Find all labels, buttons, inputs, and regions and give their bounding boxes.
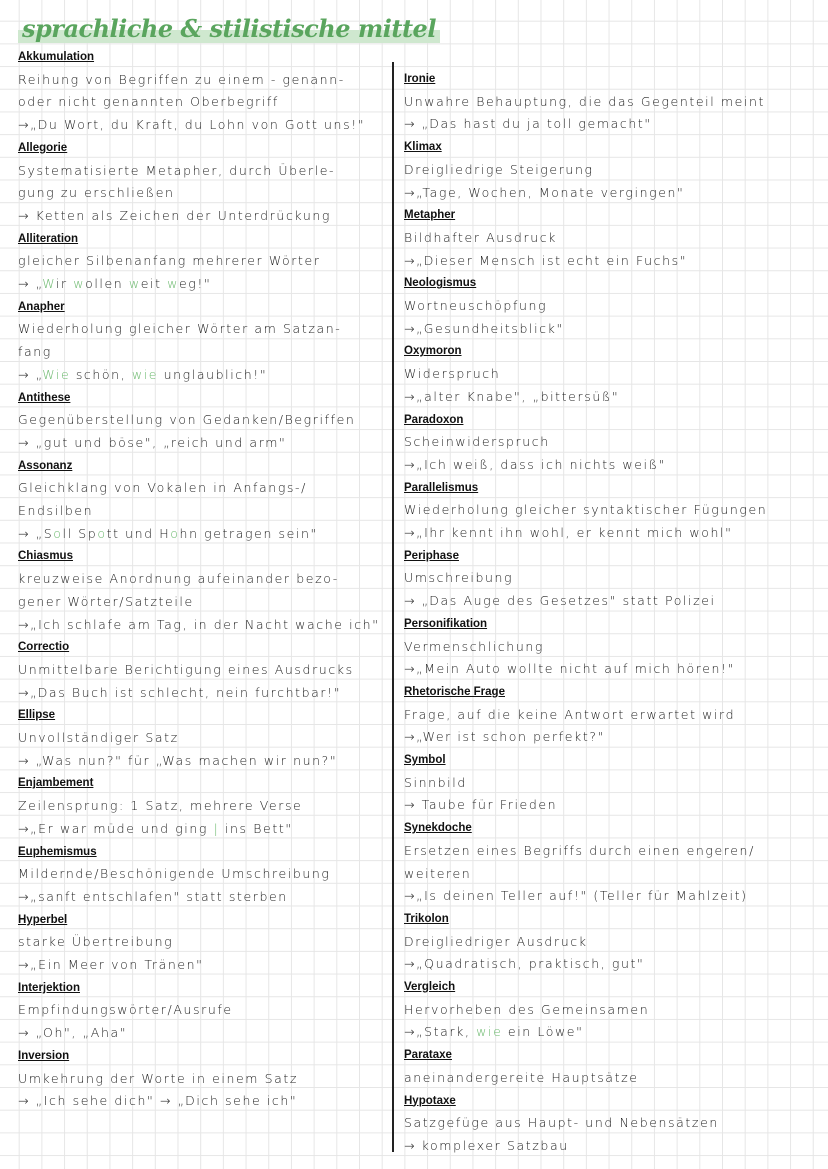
- text-segment: Sinnbild: [404, 774, 467, 790]
- highlighted-text: o: [170, 525, 180, 541]
- term-heading: Trikolon: [404, 912, 449, 925]
- text-segment: Umkehrung der Worte in einem Satz: [18, 1070, 299, 1086]
- example-line: [404, 794, 557, 817]
- text-segment: eg!": [178, 276, 212, 291]
- text-segment: Bildhafter Ausdruck: [404, 229, 558, 245]
- text-segment: aneinandergereite Hauptsätze: [404, 1069, 639, 1085]
- text-segment: → „: [18, 366, 43, 382]
- definition-line: [404, 159, 594, 182]
- term-heading: Enjambement: [18, 777, 94, 790]
- highlighted-text: w: [73, 276, 86, 291]
- term-heading: Paradoxon: [404, 413, 464, 426]
- text-segment: ll Sp: [62, 525, 98, 541]
- definition-line: [18, 91, 279, 114]
- column-divider: [392, 62, 394, 1152]
- term-heading: Periphase: [404, 549, 459, 562]
- text-segment: →„Quadratisch, praktisch, gut": [404, 956, 645, 972]
- text-segment: tt und H: [106, 525, 171, 541]
- example-line: [18, 886, 288, 909]
- example-line: [18, 114, 365, 137]
- definition-line: [404, 636, 544, 659]
- term-heading: Antithese: [18, 391, 71, 404]
- text-segment: Vermenschlichung: [404, 638, 544, 654]
- example-line: [404, 1021, 583, 1044]
- example-line: [18, 523, 318, 546]
- text-segment: Ersetzen eines Begriffs durch einen engeren/: [404, 842, 755, 858]
- term-heading: Inversion: [18, 1049, 70, 1062]
- definition-line: [18, 341, 52, 364]
- text-segment: →„Gesundheitsblick": [404, 320, 564, 336]
- text-segment: Mildernde/Beschönigende Umschreibung: [18, 866, 331, 882]
- term-heading: Correctio: [18, 641, 70, 654]
- text-segment: →„Ich schlafe am Tag, in der Nacht wache ich": [18, 616, 380, 632]
- example-line: [18, 273, 211, 296]
- text-segment: Satzgefüge aus Haupt- und Nebensätzen: [404, 1115, 719, 1131]
- term-heading: Neologismus: [404, 277, 477, 290]
- example-line: [404, 885, 748, 908]
- text-segment: Gleichklang von Vokalen in Anfangs-/: [18, 480, 307, 496]
- definition-line: [404, 1112, 719, 1135]
- definition-line: [404, 363, 500, 386]
- text-segment: Unwahre Behauptung, die das Gegenteil meint: [404, 93, 766, 109]
- text-segment: →„Du Wort, du Kraft, du Lohn von Gott uns!": [18, 117, 366, 133]
- text-segment: gleicher Silbenanfang mehrerer Wörter: [18, 253, 321, 269]
- example-line: [18, 682, 341, 705]
- text-segment: oder nicht genannten Oberbegriff: [18, 94, 279, 110]
- text-segment: Gegenüberstellung von Gedanken/Begriffen: [18, 412, 356, 428]
- page-title: sprachliche & stilistische mittel: [18, 14, 440, 43]
- text-segment: →„Stark,: [404, 1024, 477, 1040]
- example-line: [18, 364, 267, 387]
- text-segment: → komplexer Satzbau: [404, 1137, 569, 1153]
- definition-line: [18, 250, 321, 273]
- term-heading: Parallelismus: [404, 481, 479, 494]
- example-line: [404, 182, 684, 205]
- text-segment: → „Das hast du ja toll gemacht": [404, 116, 652, 132]
- text-segment: →„Ich weiß, dass ich nichts weiß": [404, 456, 666, 472]
- example-line: [18, 432, 286, 455]
- term-heading: Euphemismus: [18, 845, 97, 858]
- text-segment: Empfindungswörter/Ausrufe: [18, 1002, 233, 1018]
- example-line: [404, 454, 666, 477]
- text-segment: → „Was nun?" für „Was machen wir nun?": [18, 752, 338, 768]
- text-segment: Zeilensprung: 1 Satz, mehrere Verse: [18, 798, 303, 814]
- text-segment: → „Oh", „Aha": [18, 1025, 128, 1041]
- term-heading: Metapher: [404, 209, 456, 222]
- example-line: [18, 614, 380, 637]
- example-line: [404, 658, 735, 681]
- example-line: [18, 954, 204, 977]
- text-segment: eit: [140, 276, 168, 291]
- definition-line: [18, 160, 335, 183]
- text-segment: → „Ich sehe dich" → „Dich sehe ich": [18, 1093, 298, 1109]
- highlighted-text: W: [42, 276, 56, 291]
- term-heading: Klimax: [404, 141, 442, 154]
- term-heading: Parataxe: [404, 1049, 452, 1062]
- term-heading: Hyperbel: [18, 913, 68, 926]
- example-line: [404, 113, 652, 136]
- text-segment: →„Ihr kennt ihn wohl, er kennt mich wohl": [404, 525, 733, 540]
- text-segment: hn getragen sein": [179, 525, 318, 541]
- term-heading: Hypotaxe: [404, 1094, 456, 1107]
- text-segment: Wortneuschöpfung: [404, 298, 548, 313]
- definition-line: [18, 318, 341, 341]
- text-segment: →„alter Knabe", „bittersüß": [404, 388, 620, 404]
- text-segment: gung zu erschließen: [18, 185, 175, 201]
- definition-line: [18, 69, 345, 92]
- definition-line: [18, 1068, 298, 1091]
- example-line: [18, 1022, 127, 1045]
- term-heading: Rhetorische Frage: [404, 685, 505, 698]
- text-segment: gener Wörter/Satzteile: [18, 593, 194, 609]
- text-segment: Unvollständiger Satz: [18, 730, 179, 745]
- example-line: [18, 1090, 297, 1113]
- definition-line: [404, 840, 755, 863]
- text-segment: starke Übertreibung: [18, 934, 174, 950]
- definition-line: [404, 772, 467, 795]
- text-segment: Frage, auf die keine Antwort erwartet wird: [404, 706, 736, 722]
- example-line: [18, 818, 293, 841]
- term-heading: Interjektion: [18, 981, 80, 994]
- highlighted-text: Wie: [42, 366, 71, 382]
- text-segment: →„Dieser Mensch ist echt ein Fuchs": [404, 252, 688, 268]
- definition-line: [18, 591, 194, 614]
- highlighted-text: wie: [131, 366, 159, 382]
- text-segment: weiteren: [404, 865, 472, 881]
- term-heading: Anapher: [18, 300, 65, 313]
- text-segment: Umschreibung: [404, 570, 514, 586]
- text-segment: →„sanft entschlafen" statt sterben: [18, 888, 288, 904]
- definition-line: [18, 568, 339, 591]
- text-segment: Widerspruch: [404, 366, 501, 382]
- term-heading: Akkumulation: [18, 51, 95, 63]
- definition-line: [18, 182, 175, 205]
- highlighted-text: o: [97, 525, 107, 541]
- text-segment: → Ketten als Zeichen der Unterdrückung: [18, 207, 332, 223]
- highlighted-text: w: [167, 276, 179, 291]
- term-heading: Synekdoche: [404, 822, 472, 835]
- definition-line: [404, 863, 471, 886]
- text-segment: →„Tage, Wochen, Monate vergingen": [404, 184, 685, 200]
- definition-line: [404, 999, 649, 1022]
- term-heading: Chiasmus: [18, 550, 73, 563]
- text-segment: ins Bett": [219, 820, 293, 836]
- text-segment: →„Wer ist schon perfekt?": [404, 729, 605, 745]
- term-heading: Ellipse: [18, 709, 56, 722]
- term-heading: Oxymoron: [404, 345, 462, 358]
- definition-line: [404, 295, 547, 318]
- example-line: [404, 250, 687, 273]
- example-line: [18, 205, 331, 228]
- definition-line: [18, 931, 173, 954]
- text-segment: →„Is deinen Teller auf!" (Teller für Mahlzeit): [404, 888, 748, 904]
- definition-line: [18, 863, 331, 886]
- term-heading: Alliteration: [18, 232, 79, 245]
- example-line: [404, 318, 564, 341]
- highlighted-text: wie: [476, 1024, 503, 1040]
- term-heading: Allegorie: [18, 141, 68, 154]
- highlighted-text: o: [53, 525, 63, 541]
- example-line: [404, 522, 732, 545]
- text-segment: Scheinwiderspruch: [404, 434, 550, 450]
- text-segment: →„Das Buch ist schlecht, nein furchtbar!": [18, 684, 342, 700]
- highlighted-text: |: [213, 820, 220, 836]
- text-segment: → Taube für Frieden: [404, 797, 558, 813]
- example-line: [18, 750, 337, 773]
- definition-line: [404, 931, 588, 954]
- text-segment: Unmittelbare Berichtigung eines Ausdrucks: [18, 661, 354, 677]
- definition-line: [18, 409, 355, 432]
- text-segment: Reihung von Begriffen zu einem - genann-: [18, 71, 345, 87]
- definition-line: [404, 499, 767, 522]
- term-heading: Ironie: [404, 73, 436, 85]
- example-line: [404, 726, 605, 749]
- text-segment: ir: [55, 276, 74, 291]
- definition-line: [404, 1067, 639, 1090]
- text-segment: Dreigliedrige Steigerung: [404, 161, 594, 177]
- definition-line: [18, 727, 179, 750]
- text-segment: schön,: [70, 366, 132, 382]
- definition-line: [18, 999, 233, 1022]
- text-segment: Dreigliedriger Ausdruck: [404, 933, 588, 949]
- example-line: [404, 953, 644, 976]
- text-segment: Systematisierte Metapher, durch Überle-: [18, 162, 336, 178]
- definition-line: [404, 91, 765, 114]
- definition-line: [404, 567, 513, 590]
- text-segment: → „: [18, 276, 43, 291]
- text-segment: ein Löwe": [502, 1024, 584, 1040]
- term-heading: Symbol: [404, 754, 446, 766]
- text-segment: Wiederholung gleicher Wörter am Satzan-: [18, 321, 342, 337]
- text-segment: →„Er war müde und ging: [18, 820, 214, 836]
- definition-line: [18, 477, 307, 500]
- highlighted-text: w: [128, 276, 141, 291]
- definition-line: [18, 659, 354, 682]
- text-segment: Endsilben: [18, 503, 94, 518]
- text-segment: →„Mein Auto wollte nicht auf mich hören!": [404, 661, 736, 677]
- text-segment: kreuzweise Anordnung aufeinander bezo-: [18, 571, 339, 587]
- term-heading: Personifikation: [404, 617, 488, 630]
- term-heading: Assonanz: [18, 459, 73, 472]
- text-segment: Wiederholung gleicher syntaktischer Fügungen: [404, 502, 768, 518]
- text-segment: fang: [18, 344, 52, 360]
- example-line: [404, 386, 619, 409]
- example-line: [404, 1135, 569, 1158]
- term-heading: Vergleich: [404, 981, 456, 993]
- definition-line: [404, 227, 557, 250]
- definition-line: [404, 704, 735, 727]
- text-segment: →„Ein Meer von Tränen": [18, 957, 204, 972]
- text-segment: → „Das Auge des Gesetzes" statt Polizei: [404, 593, 716, 609]
- definition-line: [18, 500, 93, 523]
- example-line: [404, 590, 716, 613]
- text-segment: ollen: [85, 276, 129, 291]
- text-segment: unglaublich!": [158, 366, 268, 382]
- definition-line: [18, 795, 302, 818]
- text-segment: → „gut und böse", „reich und arm": [18, 434, 287, 450]
- text-segment: → „S: [18, 525, 54, 541]
- text-segment: Hervorheben des Gemeinsamen: [404, 1001, 650, 1017]
- definition-line: [404, 431, 550, 454]
